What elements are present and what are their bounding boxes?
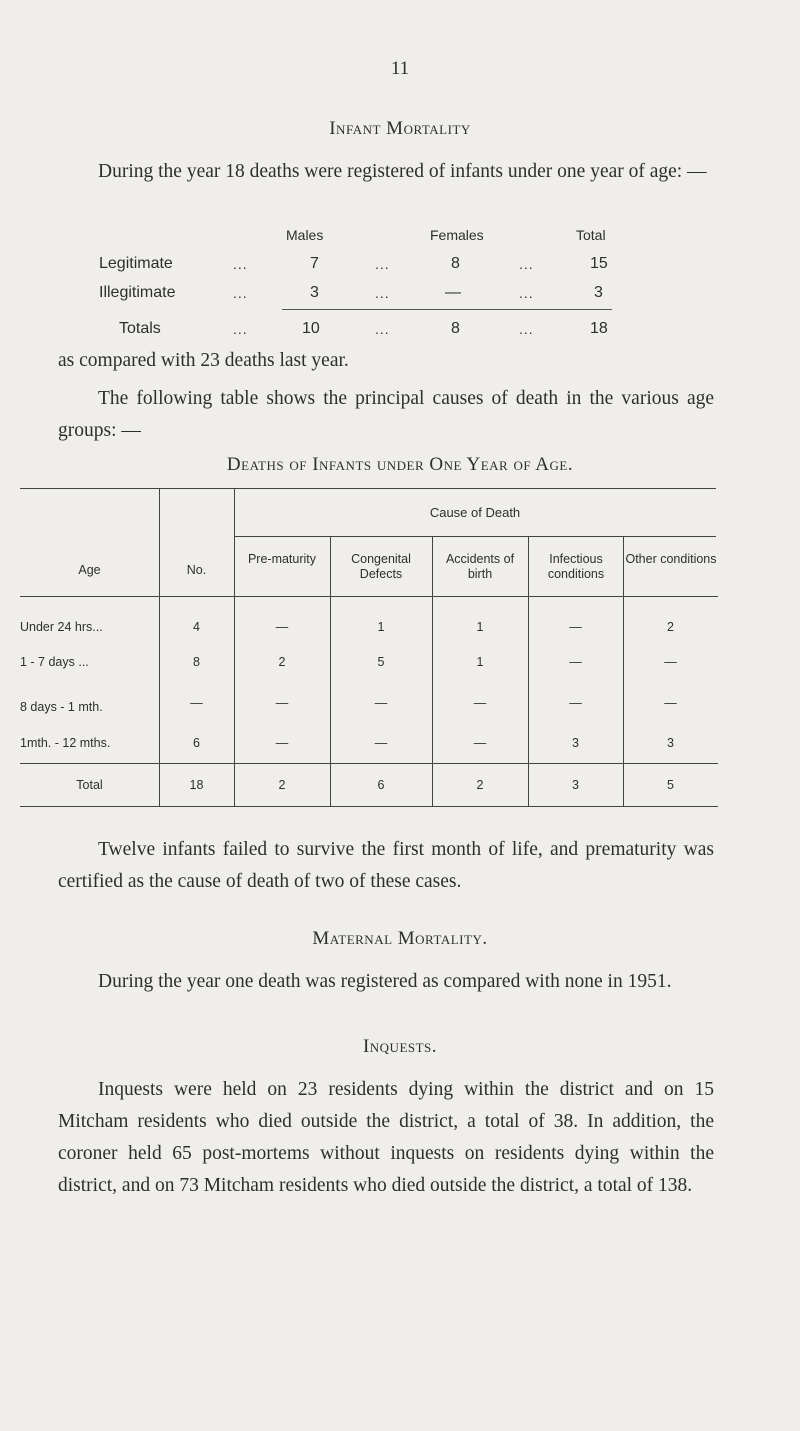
summary-cell: 18: [590, 320, 608, 337]
table-total-rule: [20, 763, 718, 764]
table-intro: The following table shows the principal causes of death in the various age groups: —: [58, 388, 714, 441]
table-cell: —: [569, 696, 582, 710]
leader-dots: ...: [233, 285, 248, 301]
table-cell: —: [190, 696, 203, 710]
table-cell: —: [374, 736, 388, 750]
table-cell: —: [374, 696, 388, 710]
table-cell: 2: [476, 778, 484, 792]
infant-mortality-heading: Infant Mortality: [329, 118, 471, 139]
summary-header-females: Females: [430, 227, 484, 243]
table-cell: —: [473, 696, 487, 710]
table-cell: 6: [377, 778, 385, 792]
table-divider: [159, 488, 160, 806]
table-cell: 18: [189, 778, 204, 792]
table-divider: [330, 537, 331, 806]
table-cell: 6: [193, 736, 200, 750]
row-age-label: 1 - 7 days ...: [20, 655, 89, 669]
leader-dots: ...: [375, 321, 390, 337]
infant-summary-text: Twelve infants failed to survive the first month of life, and prematurity was certified as the cause of death of two of these cases.: [58, 839, 714, 892]
inquests-heading: Inquests.: [362, 1036, 438, 1057]
table-cell: 2: [278, 655, 286, 669]
summary-cell: 15: [590, 255, 608, 272]
leader-dots: ...: [233, 321, 248, 337]
table-cell: 2: [667, 620, 674, 634]
summary-cell: —: [445, 284, 461, 301]
table-divider: [623, 537, 624, 806]
table-divider: [234, 488, 235, 806]
table-cell: 5: [377, 655, 385, 669]
table-divider: [432, 537, 433, 806]
summary-cell: 10: [302, 320, 320, 337]
col-header-infectious-conditions: Infectious conditions: [547, 552, 605, 581]
table-cell: 2: [278, 778, 286, 792]
table-cell: 3: [572, 736, 579, 750]
col-group-cause-of-death: Cause of Death: [429, 505, 521, 520]
table-cell: 3: [572, 778, 579, 792]
infant-mortality-intro: During the year 18 deaths were registered of infants under one year of age: —: [98, 161, 707, 182]
table-divider: [528, 537, 529, 806]
page-number: 11: [390, 58, 410, 79]
table-cell: —: [664, 696, 677, 710]
maternal-mortality-text: During the year one death was registered as compared with none in 1951.: [98, 971, 672, 992]
inquests-text: Inquests were held on 23 residents dying within the district and on 15 Mitcham residents who died outside the district, a total of 38. In addition, the coroner held 65 post-mortems without inquests on residents dying within the district, and on 73 Mitcham residents who died outside the district, a total of 138.: [58, 1079, 714, 1196]
table-top-rule: [20, 488, 716, 489]
leader-dots: ...: [519, 256, 534, 272]
summary-header-males: Males: [286, 227, 324, 243]
summary-row-label: Illegitimate: [99, 284, 176, 301]
summary-cell: 8: [451, 320, 460, 337]
comparison-text: as compared with 23 deaths last year.: [58, 350, 349, 371]
table-cell: —: [275, 736, 289, 750]
deaths-table-title: Deaths of Infants under One Year of Age.: [226, 454, 574, 475]
summary-header-total: Total: [576, 227, 606, 243]
table-cell: 1: [377, 620, 385, 634]
summary-cell: 3: [310, 284, 319, 301]
table-cell: 1: [476, 620, 484, 634]
leader-dots: ...: [233, 256, 248, 272]
col-header-other-conditions: Other conditions: [625, 552, 717, 566]
table-cell: 4: [193, 620, 200, 634]
leader-dots: ...: [519, 321, 534, 337]
table-cell: —: [473, 736, 487, 750]
table-cell: —: [569, 655, 582, 669]
table-cell: 5: [667, 778, 674, 792]
table-bottom-rule: [20, 806, 718, 807]
col-header-prematurity: Pre-maturity: [247, 552, 317, 566]
row-age-label: Under 24 hrs...: [20, 620, 103, 634]
col-header-no: No.: [186, 563, 207, 577]
table-cell: —: [275, 696, 289, 710]
summary-cell: 7: [310, 255, 319, 272]
table-cell: 1: [476, 655, 484, 669]
leader-dots: ...: [519, 285, 534, 301]
col-header-age: Age: [78, 563, 101, 577]
table-cell: 8: [193, 655, 200, 669]
summary-totals-label: Totals: [119, 320, 161, 337]
leader-dots: ...: [375, 256, 390, 272]
table-cell: 3: [667, 736, 674, 750]
table-header-rule: [20, 596, 718, 597]
table-cell: —: [664, 655, 677, 669]
row-age-label: 8 days - 1 mth.: [20, 700, 103, 714]
row-age-label: 1mth. - 12 mths.: [20, 736, 111, 750]
col-header-accidents-of-birth: Accidents of birth: [445, 552, 515, 581]
table-cell: —: [569, 620, 582, 634]
summary-cell: 8: [451, 255, 460, 272]
summary-row-label: Legitimate: [99, 255, 173, 272]
summary-cell: 3: [594, 284, 603, 301]
col-header-congenital-defects: Congenital Defects: [351, 552, 411, 581]
total-row-label: Total: [76, 778, 103, 792]
table-group-rule: [235, 536, 716, 537]
leader-dots: ...: [375, 285, 390, 301]
maternal-mortality-heading: Maternal Mortality.: [312, 928, 488, 949]
table-cell: —: [275, 620, 289, 634]
